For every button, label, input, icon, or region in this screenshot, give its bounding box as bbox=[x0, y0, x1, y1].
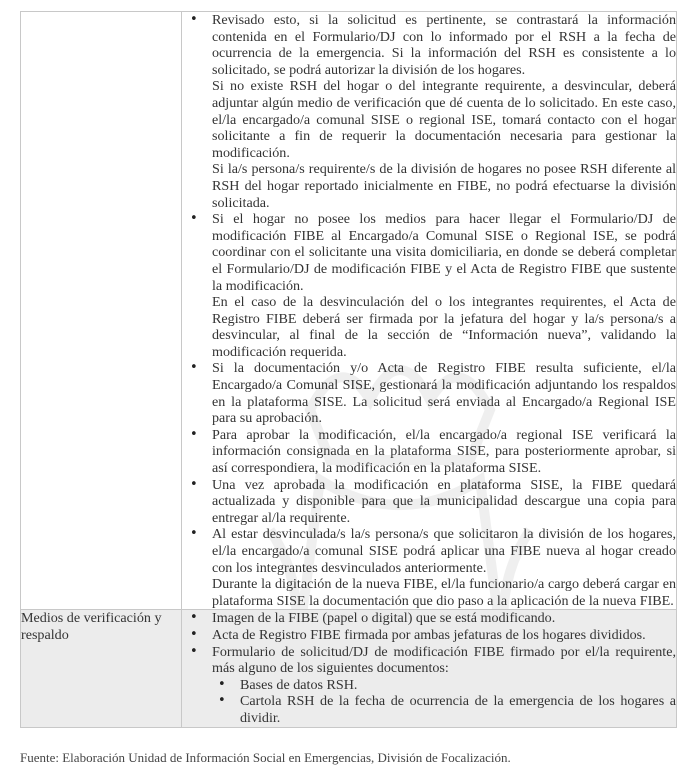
list-item bbox=[182, 12, 676, 211]
source-note: Fuente: Elaboración Unidad de Información Social en Emergencias, División de Focalización. bbox=[20, 750, 511, 765]
step-paragraph: • Una vez aprobada la modificación en plataforma SISE, la FIBE quedará actualizada y disponible para que la municipalidad descargue una copia para entregar al/la requirente. bbox=[212, 476, 676, 526]
sub-list bbox=[212, 677, 676, 727]
list-item: • Acta de Registro FIBE firmada por ambas jefaturas de los hogares divididos. bbox=[182, 627, 676, 644]
sub-list-item: • Bases de datos RSH. bbox=[212, 677, 676, 694]
step-paragraph: • Si la documentación y/o Acta de Registro FIBE resulta suficiente, el/la Encargado/a Comunal SISE, gestionará la modificación adjuntando los respaldos en la plataforma SISE. La solicitud será enviada al Encargado/a Regional ISE para su aprobación. bbox=[212, 360, 676, 427]
step-paragraph: • Para aprobar la modificación, el/la encargado/a regional ISE verificará la información consignada en la plataforma SISE, para posteriormente aprobar, si así correspondiera, la modificación en la plataforma SISE. bbox=[212, 426, 676, 477]
row-label-empty bbox=[21, 12, 182, 610]
list-item bbox=[182, 526, 676, 609]
row-label-verification: Medios de verificación y respaldo bbox=[21, 610, 182, 727]
procedure-steps-list bbox=[182, 12, 676, 609]
step-paragraph: Si no existe RSH del hogar o del integrante requirente, a desvincular, deberá adjuntar algún medio de verificación que dé cuenta de lo solicitado. En este caso, el/la encargado/a comunal SISE o regional ISE, tomará contacto con el hogar solicitante a fin de requerir la documentación necesaria para gestionar la modificación. bbox=[212, 78, 676, 161]
step-paragraph: Durante la digitación de la nueva FIBE, el/la funcionario/a cargo deberá cargar en plataforma SISE la documentación que dio paso a la aplicación de la nueva FIBE. bbox=[212, 576, 676, 609]
verification-list bbox=[182, 610, 676, 726]
step-paragraph: • Si el hogar no posee los medios para hacer llegar el Formulario/DJ de modificación FIBE al Encargado/a Comunal SISE o Regional ISE, se podrá coordinar con el solicitante una visita domiciliaria, en donde se deberá completar el Formulario/DJ de modificación FIBE y el Acta de Registro FIBE que sustente la modificación. bbox=[212, 211, 676, 294]
list-item bbox=[182, 644, 676, 727]
step-paragraph: En el caso de la desvinculación del o los integrantes requirentes, el Acta de Registro FIBE deberá ser firmada por la jefatura del hogar y la/s persona/s a desvincular, al final de la sección de “Información nueva”, validando la modificación requerida. bbox=[212, 294, 676, 360]
list-item bbox=[182, 477, 676, 527]
list-item: • Imagen de la FIBE (papel o digital) que se está modificando. bbox=[182, 610, 676, 627]
step-paragraph: • Revisado esto, si la solicitud es pertinente, se contrastará la información contenida en el Formulario/DJ con lo informado por el RSH a la fecha de ocurrencia de la emergencia. Si la información del RSH es consistente a lo solicitado, se podrá autorizar la división de los hogares. bbox=[212, 12, 676, 78]
sub-list-item: • Cartola RSH de la fecha de ocurrencia de la emergencia de los hogares a dividir. bbox=[212, 693, 676, 726]
list-item bbox=[182, 360, 676, 426]
procedure-steps-cell bbox=[182, 12, 677, 610]
list-item bbox=[182, 427, 676, 477]
list-item bbox=[182, 211, 676, 360]
verification-cell bbox=[182, 610, 677, 727]
step-paragraph: • Al estar desvinculada/s la/s persona/s que solicitaron la división de los hogares, el/la encargado/a comunal SISE podrá aplicar una FIBE nueva al hogar creado con los integrantes desvinculados anteriormente. bbox=[212, 526, 676, 576]
table-row-procedure bbox=[21, 12, 677, 610]
table-row-verification bbox=[21, 610, 677, 727]
step-paragraph: Si la/s persona/s requirente/s de la división de hogares no posee RSH diferente al RSH del hogar reportado inicialmente en FIBE, no podrá efectuarse la división solicitada. bbox=[212, 161, 676, 211]
list-item-text: Formulario de solicitud/DJ de modificación FIBE firmado por el/la requirente, más alguno de los siguientes documentos: bbox=[212, 643, 676, 677]
procedure-table bbox=[20, 11, 677, 728]
